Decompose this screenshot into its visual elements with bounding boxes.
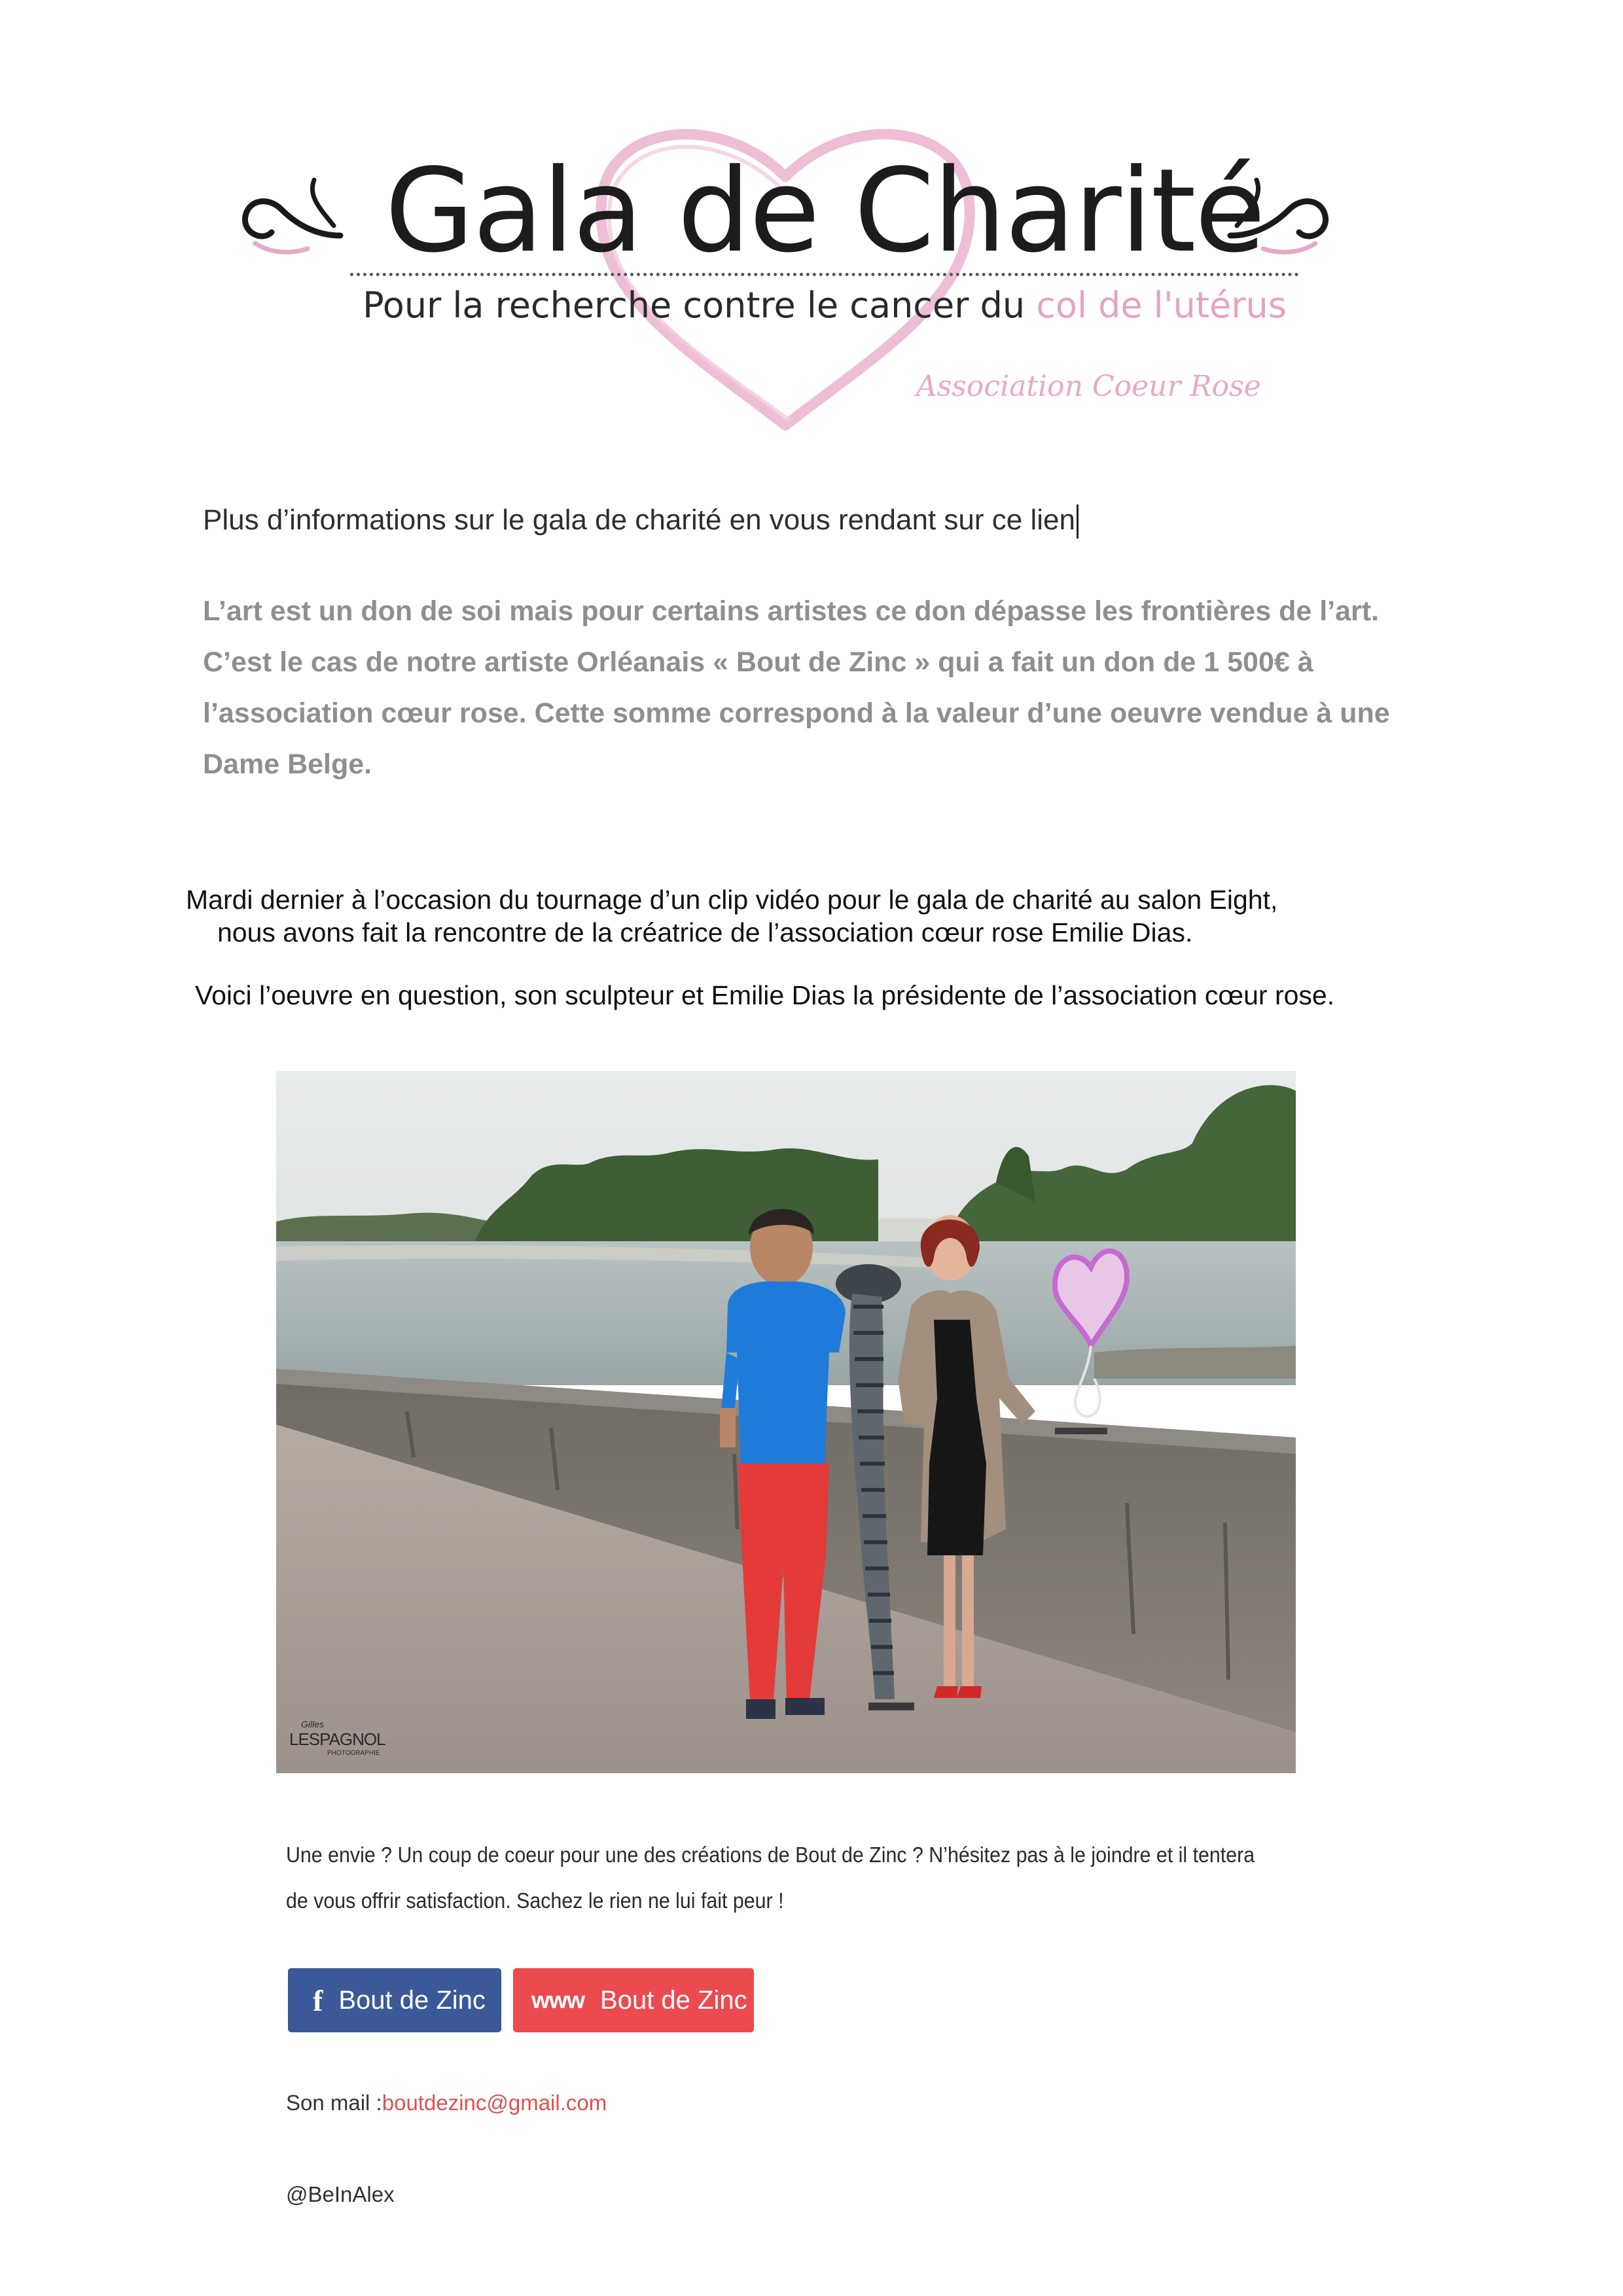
facebook-button-label: Bout de Zinc <box>338 1985 486 2015</box>
facebook-button[interactable] <box>288 1968 501 2032</box>
website-button-label: Bout de Zinc <box>600 1985 747 2015</box>
gala-banner <box>236 98 1335 438</box>
story-line-2: nous avons fait la rencontre de la créatrice de l’association cœur rose Emilie Dias. <box>217 917 1193 947</box>
intro-line: l’association cœur rose. Cette somme correspond à la valeur d’une oeuvre vendue à une <box>203 698 1390 729</box>
website-button[interactable] <box>513 1968 754 2032</box>
banner-subtitle <box>350 285 1299 326</box>
info-link-label[interactable]: Plus d’informations sur le gala de charité en vous rendant sur ce lien <box>203 504 1075 536</box>
mail-label: Son mail : <box>286 2091 382 2115</box>
watermark-main: LESPAGNOL <box>289 1729 385 1749</box>
intro-line: Dame Belge. <box>203 749 372 780</box>
banner-subtitle-pink: col de l'utérus <box>1036 285 1287 326</box>
banner-signature: Association Coeur Rose <box>916 370 1261 403</box>
banner-title: Gala de Charité <box>385 144 1264 278</box>
intro-line: L’art est un don de soi mais pour certains artistes ce don dépasse les frontières de l’art. <box>203 595 1380 627</box>
call-to-action-text <box>286 1832 1399 1924</box>
author-handle: @BeInAlex <box>286 2182 395 2206</box>
intro-paragraph <box>203 586 1414 790</box>
text-cursor <box>1077 504 1079 539</box>
dotted-divider <box>350 273 1299 276</box>
mail-line <box>286 2091 607 2115</box>
envie-line: de vous offrir satisfaction. Sachez le rien ne lui fait peur ! <box>286 1888 784 1913</box>
artwork-photo <box>276 1071 1296 1773</box>
www-icon: www <box>531 1987 585 2013</box>
watermark-top: Gilles <box>301 1719 325 1729</box>
mail-address-link[interactable]: boutdezinc@gmail.com <box>382 2091 607 2115</box>
photo-caption: Voici l’oeuvre en question, son sculpteur et Emilie Dias la présidente de l’association cœur rose. <box>195 980 1335 1010</box>
story-paragraph <box>186 883 1429 949</box>
info-link-text[interactable] <box>203 504 1381 539</box>
intro-line: C’est le cas de notre artiste Orléanais « Bout de Zinc » qui a fait un don de 1 500€ à <box>203 646 1313 678</box>
facebook-icon: f <box>313 1983 323 2017</box>
ornament-left-icon <box>236 170 347 268</box>
envie-line: Une envie ? Un coup de coeur pour une des créations de Bout de Zinc ? N’hésitez pas à le joindre et il tentera <box>286 1843 1255 1867</box>
photographer-watermark <box>289 1719 385 1757</box>
story-line-1: Mardi dernier à l’occasion du tournage d’un clip vidéo pour le gala de charité au salon Eight, <box>186 885 1278 915</box>
banner-subtitle-dark: Pour la recherche contre le cancer du <box>363 285 1026 326</box>
watermark-sub: PHOTOGRAPHIE <box>327 1750 380 1757</box>
riverbank-scene <box>276 1071 1296 1773</box>
